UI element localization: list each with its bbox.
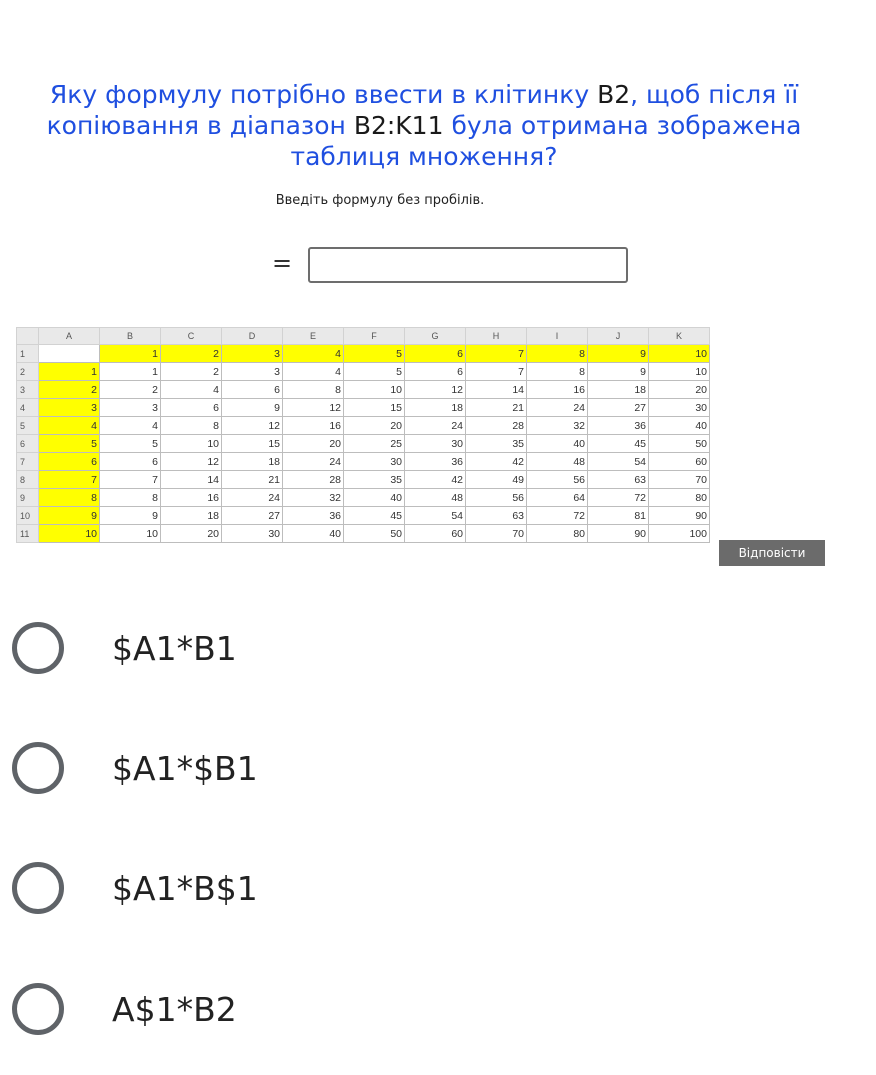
row-number: 6 bbox=[17, 435, 39, 453]
table-cell: 56 bbox=[466, 489, 527, 507]
table-cell: 42 bbox=[405, 471, 466, 489]
table-cell: 2 bbox=[39, 381, 100, 399]
table-cell: 16 bbox=[161, 489, 222, 507]
table-cell: 10 bbox=[100, 525, 161, 543]
table-cell: 27 bbox=[588, 399, 649, 417]
table-cell: 36 bbox=[405, 453, 466, 471]
formula-input[interactable] bbox=[308, 247, 628, 283]
row-number: 1 bbox=[17, 345, 39, 363]
table-cell: 9 bbox=[588, 363, 649, 381]
spreadsheet-image bbox=[16, 327, 710, 543]
table-cell: 18 bbox=[405, 399, 466, 417]
table-cell: 32 bbox=[527, 417, 588, 435]
radio-button-icon[interactable] bbox=[12, 983, 64, 1035]
table-cell: 40 bbox=[344, 489, 405, 507]
table-cell: 15 bbox=[222, 435, 283, 453]
table-cell bbox=[39, 345, 100, 363]
radio-button-icon[interactable] bbox=[12, 742, 64, 794]
table-cell: 35 bbox=[466, 435, 527, 453]
table-cell: 49 bbox=[466, 471, 527, 489]
answer-option[interactable] bbox=[12, 618, 612, 678]
table-row bbox=[17, 507, 710, 525]
instruction-text: Введіть формулу без пробілів. bbox=[275, 193, 485, 208]
option-label: $A1*B1 bbox=[112, 628, 237, 668]
table-cell: 4 bbox=[283, 363, 344, 381]
table-cell: 12 bbox=[405, 381, 466, 399]
answer-option[interactable] bbox=[12, 858, 612, 918]
table-row bbox=[17, 471, 710, 489]
row-number: 9 bbox=[17, 489, 39, 507]
column-header: C bbox=[161, 328, 222, 345]
column-header: H bbox=[466, 328, 527, 345]
table-cell: 4 bbox=[100, 417, 161, 435]
table-cell: 4 bbox=[161, 381, 222, 399]
table-cell: 12 bbox=[283, 399, 344, 417]
table-cell: 48 bbox=[405, 489, 466, 507]
table-cell: 9 bbox=[39, 507, 100, 525]
table-cell: 54 bbox=[588, 453, 649, 471]
table-cell: 80 bbox=[649, 489, 710, 507]
question-cell-ref: B2 bbox=[597, 80, 631, 109]
table-cell: 3 bbox=[222, 363, 283, 381]
submit-button[interactable]: Відповісти bbox=[719, 540, 825, 566]
table-cell: 7 bbox=[39, 471, 100, 489]
table-cell: 27 bbox=[222, 507, 283, 525]
table-cell: 7 bbox=[466, 363, 527, 381]
table-cell: 15 bbox=[344, 399, 405, 417]
table-cell: 10 bbox=[649, 363, 710, 381]
table-cell: 24 bbox=[222, 489, 283, 507]
table-cell: 80 bbox=[527, 525, 588, 543]
table-cell: 9 bbox=[100, 507, 161, 525]
table-cell: 90 bbox=[649, 507, 710, 525]
column-header: K bbox=[649, 328, 710, 345]
option-label: $A1*$B1 bbox=[112, 748, 258, 788]
table-cell: 70 bbox=[466, 525, 527, 543]
table-cell: 32 bbox=[283, 489, 344, 507]
table-cell: 30 bbox=[344, 453, 405, 471]
table-cell: 50 bbox=[649, 435, 710, 453]
table-cell: 12 bbox=[222, 417, 283, 435]
table-cell: 6 bbox=[100, 453, 161, 471]
table-row bbox=[17, 435, 710, 453]
table-cell: 20 bbox=[344, 417, 405, 435]
table-cell: 18 bbox=[588, 381, 649, 399]
radio-button-icon[interactable] bbox=[12, 622, 64, 674]
table-cell: 7 bbox=[466, 345, 527, 363]
table-cell: 8 bbox=[527, 345, 588, 363]
row-number: 3 bbox=[17, 381, 39, 399]
column-header: I bbox=[527, 328, 588, 345]
column-header-row bbox=[17, 328, 710, 345]
table-cell: 16 bbox=[283, 417, 344, 435]
table-cell: 3 bbox=[100, 399, 161, 417]
table-cell: 20 bbox=[283, 435, 344, 453]
table-cell: 100 bbox=[649, 525, 710, 543]
question-range-ref: B2:K11 bbox=[353, 111, 444, 140]
table-cell: 90 bbox=[588, 525, 649, 543]
equals-sign: = bbox=[272, 249, 293, 277]
question-text bbox=[14, 79, 834, 172]
table-cell: 6 bbox=[222, 381, 283, 399]
table-cell: 35 bbox=[344, 471, 405, 489]
table-cell: 24 bbox=[283, 453, 344, 471]
table-cell: 72 bbox=[527, 507, 588, 525]
table-cell: 8 bbox=[527, 363, 588, 381]
table-cell: 40 bbox=[283, 525, 344, 543]
answer-option[interactable] bbox=[12, 979, 612, 1039]
column-header: E bbox=[283, 328, 344, 345]
table-cell: 8 bbox=[39, 489, 100, 507]
answer-option[interactable] bbox=[12, 738, 612, 798]
table-cell: 40 bbox=[527, 435, 588, 453]
row-number: 8 bbox=[17, 471, 39, 489]
table-cell: 5 bbox=[344, 345, 405, 363]
spreadsheet-table bbox=[16, 327, 710, 543]
table-cell: 16 bbox=[527, 381, 588, 399]
table-cell: 3 bbox=[222, 345, 283, 363]
table-cell: 6 bbox=[39, 453, 100, 471]
column-header: J bbox=[588, 328, 649, 345]
table-cell: 7 bbox=[100, 471, 161, 489]
option-label: $A1*B$1 bbox=[112, 868, 258, 908]
table-cell: 81 bbox=[588, 507, 649, 525]
row-number: 7 bbox=[17, 453, 39, 471]
table-cell: 24 bbox=[405, 417, 466, 435]
table-cell: 36 bbox=[283, 507, 344, 525]
table-cell: 70 bbox=[649, 471, 710, 489]
corner-cell bbox=[17, 328, 39, 345]
table-cell: 28 bbox=[283, 471, 344, 489]
question-part-3: була отримана зображена таблиця множення? bbox=[290, 111, 802, 171]
table-cell: 10 bbox=[649, 345, 710, 363]
table-cell: 9 bbox=[222, 399, 283, 417]
table-cell: 45 bbox=[344, 507, 405, 525]
table-cell: 24 bbox=[527, 399, 588, 417]
column-header: B bbox=[100, 328, 161, 345]
table-cell: 10 bbox=[161, 435, 222, 453]
table-cell: 20 bbox=[161, 525, 222, 543]
table-cell: 14 bbox=[466, 381, 527, 399]
table-cell: 45 bbox=[588, 435, 649, 453]
row-number: 10 bbox=[17, 507, 39, 525]
table-cell: 8 bbox=[161, 417, 222, 435]
row-number: 2 bbox=[17, 363, 39, 381]
table-cell: 72 bbox=[588, 489, 649, 507]
table-cell: 18 bbox=[222, 453, 283, 471]
table-cell: 6 bbox=[405, 363, 466, 381]
table-cell: 2 bbox=[161, 345, 222, 363]
column-header: D bbox=[222, 328, 283, 345]
table-cell: 30 bbox=[649, 399, 710, 417]
table-cell: 2 bbox=[161, 363, 222, 381]
table-cell: 8 bbox=[100, 489, 161, 507]
table-cell: 10 bbox=[344, 381, 405, 399]
table-cell: 25 bbox=[344, 435, 405, 453]
table-cell: 20 bbox=[649, 381, 710, 399]
question-part-1: Яку формулу потрібно ввести в клітинку bbox=[49, 80, 598, 109]
table-row bbox=[17, 453, 710, 471]
table-cell: 5 bbox=[39, 435, 100, 453]
radio-button-icon[interactable] bbox=[12, 862, 64, 914]
table-cell: 1 bbox=[100, 363, 161, 381]
row-number: 11 bbox=[17, 525, 39, 543]
table-cell: 42 bbox=[466, 453, 527, 471]
table-cell: 6 bbox=[405, 345, 466, 363]
table-cell: 40 bbox=[649, 417, 710, 435]
table-row bbox=[17, 345, 710, 363]
table-cell: 50 bbox=[344, 525, 405, 543]
table-row bbox=[17, 363, 710, 381]
row-number: 4 bbox=[17, 399, 39, 417]
row-number: 5 bbox=[17, 417, 39, 435]
table-cell: 54 bbox=[405, 507, 466, 525]
column-header: F bbox=[344, 328, 405, 345]
table-row bbox=[17, 525, 710, 543]
table-cell: 4 bbox=[283, 345, 344, 363]
table-row bbox=[17, 489, 710, 507]
table-cell: 3 bbox=[39, 399, 100, 417]
table-row bbox=[17, 417, 710, 435]
table-cell: 30 bbox=[405, 435, 466, 453]
option-label: A$1*B2 bbox=[112, 989, 237, 1029]
table-row bbox=[17, 381, 710, 399]
table-cell: 5 bbox=[344, 363, 405, 381]
column-header: A bbox=[39, 328, 100, 345]
table-cell: 9 bbox=[588, 345, 649, 363]
column-header: G bbox=[405, 328, 466, 345]
question-part-2: , щоб після її копіювання в діапазон bbox=[46, 80, 799, 140]
table-cell: 18 bbox=[161, 507, 222, 525]
table-cell: 48 bbox=[527, 453, 588, 471]
table-cell: 21 bbox=[466, 399, 527, 417]
table-cell: 56 bbox=[527, 471, 588, 489]
table-cell: 36 bbox=[588, 417, 649, 435]
table-cell: 1 bbox=[100, 345, 161, 363]
table-cell: 6 bbox=[161, 399, 222, 417]
table-cell: 1 bbox=[39, 363, 100, 381]
table-cell: 5 bbox=[100, 435, 161, 453]
table-cell: 10 bbox=[39, 525, 100, 543]
table-cell: 60 bbox=[649, 453, 710, 471]
table-cell: 30 bbox=[222, 525, 283, 543]
table-cell: 63 bbox=[588, 471, 649, 489]
table-cell: 60 bbox=[405, 525, 466, 543]
table-cell: 8 bbox=[283, 381, 344, 399]
table-cell: 64 bbox=[527, 489, 588, 507]
table-row bbox=[17, 399, 710, 417]
table-cell: 12 bbox=[161, 453, 222, 471]
table-cell: 2 bbox=[100, 381, 161, 399]
table-cell: 28 bbox=[466, 417, 527, 435]
table-cell: 21 bbox=[222, 471, 283, 489]
table-cell: 4 bbox=[39, 417, 100, 435]
table-cell: 63 bbox=[466, 507, 527, 525]
table-cell: 14 bbox=[161, 471, 222, 489]
